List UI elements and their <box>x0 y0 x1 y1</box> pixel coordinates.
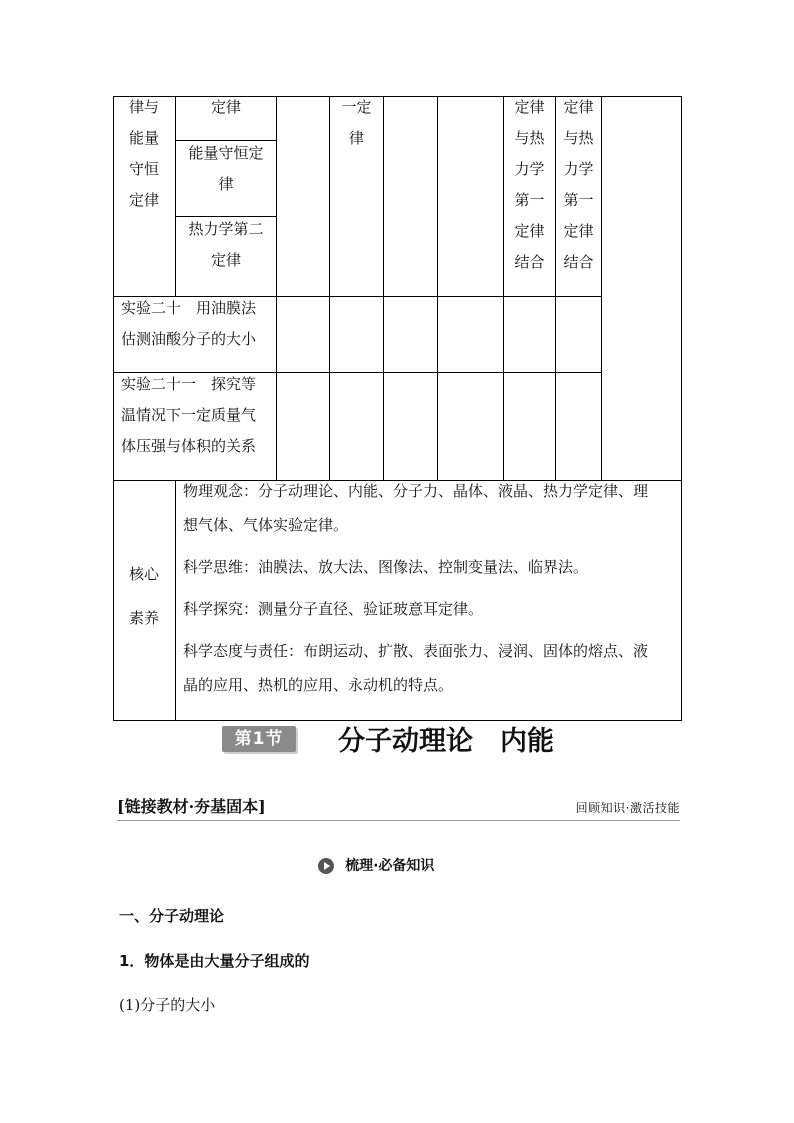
section-title: 分子动理论 内能 <box>338 726 554 757</box>
core-physics-concept: 物理观念：分子动理论、内能、分子力、晶体、液晶、热力学定律、理 想气体、气体实验定律。 <box>183 482 649 534</box>
core-scientific-inquiry: 科学探究：测量分子直径、验证玻意耳定律。 <box>183 600 484 618</box>
experiment-20-label: 实验二十 用油膜法 估测油酸分子的大小 <box>121 299 257 348</box>
experiment-21-label: 实验二十一 探究等 温情况下一定质量气 体压强与体积的关系 <box>121 375 257 455</box>
law-group-label: 律与 能量 守恒 定律 <box>128 98 159 209</box>
core-label: 核心 素养 <box>128 565 159 627</box>
section-badge: 第1节 <box>222 726 296 752</box>
item-molecule-size: (1)分子的大小 <box>119 996 216 1014</box>
heading-molecular-theory: 一、分子动理论 <box>119 907 225 925</box>
play-icon <box>318 858 334 874</box>
banner-subtitle: 回顾知识·激活技能 <box>575 801 680 815</box>
sub-law-2: 能量守恒定 律 <box>188 144 264 193</box>
col4-top-cell: 一定 律 <box>341 98 372 147</box>
core-scientific-thinking: 科学思维：油膜法、放大法、图像法、控制变量法、临界法。 <box>183 558 589 576</box>
banner-title: [链接教材·夯基固本] <box>117 797 266 816</box>
subheading: 梳理·必备知识 <box>318 854 434 878</box>
sub-law-1: 定律 <box>210 98 241 116</box>
col7-top-cell: 定律 与热 力学 第一 定律 结合 <box>514 98 545 271</box>
banner-divider <box>117 820 680 821</box>
core-attitude-responsibility: 科学态度与责任：布朗运动、扩散、表面张力、浸润、固体的熔点、液 晶的应用、热机的应用、永动机的特点。 <box>183 642 649 694</box>
sub-law-3: 热力学第二 定律 <box>188 220 264 269</box>
heading-composition: 1．物体是由大量分子组成的 <box>119 952 310 970</box>
core-content <box>183 474 677 702</box>
col8-top-cell: 定律 与热 力学 第一 定律 结合 <box>563 98 594 271</box>
